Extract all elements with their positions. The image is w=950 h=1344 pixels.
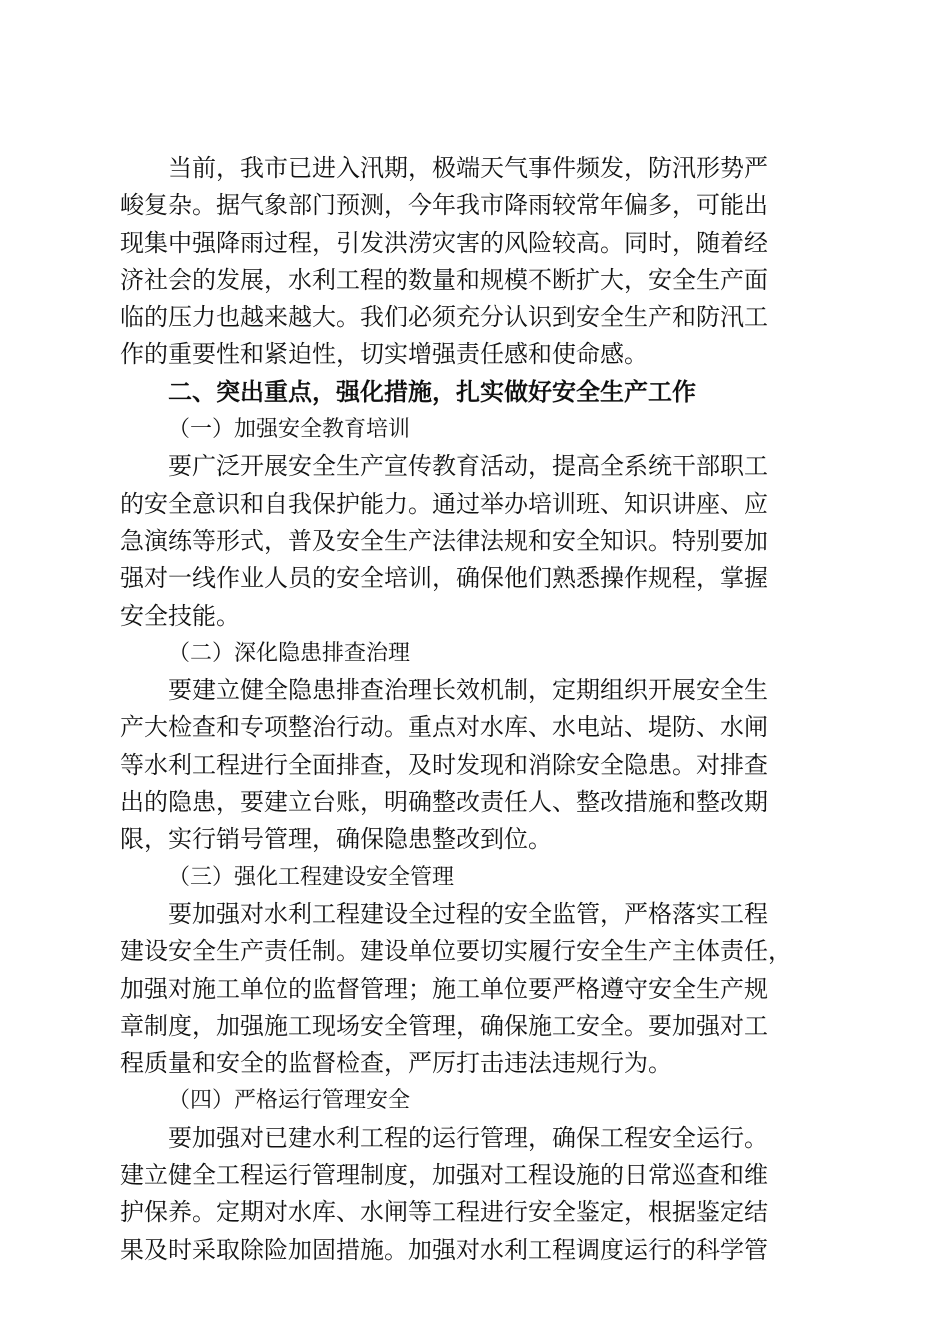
subsection-heading <box>120 635 842 672</box>
text-line: （二）深化隐患排查治理 <box>168 640 411 666</box>
text-line: 要建立健全隐患排查治理长效机制，定期组织开展安全生 <box>168 676 768 705</box>
subsection-heading <box>120 1082 842 1119</box>
text-line: 的安全意识和自我保护能力。通过举办培训班、知识讲座、应 <box>120 489 768 518</box>
text-line: 峻复杂。据气象部门预测，今年我市降雨较常年偏多，可能出 <box>120 191 768 220</box>
body-paragraph <box>120 150 842 374</box>
text-line: 产大检查和专项整治行动。重点对水库、水电站、堤防、水闸 <box>120 713 768 742</box>
subsection-heading <box>120 859 842 896</box>
text-line: （一）加强安全教育培训 <box>168 417 411 443</box>
text-line: 出的隐患，要建立台账，明确整改责任人、整改措施和整改期 <box>120 788 768 817</box>
body-paragraph <box>120 1120 842 1269</box>
text-line: 限，实行销号管理，确保隐患整改到位。 <box>120 825 552 854</box>
text-line: 当前，我市已进入汛期，极端天气事件频发，防汛形势严 <box>168 154 768 182</box>
text-line: 章制度，加强施工现场安全管理，确保施工安全。要加强对工 <box>120 1011 768 1040</box>
text-line: 程质量和安全的监督检查，严厉打击违法违规行为。 <box>120 1049 672 1078</box>
text-line: 现集中强降雨过程，引发洪涝灾害的风险较高。同时，随着经 <box>120 228 768 257</box>
text-line: 强对一线作业人员的安全培训，确保他们熟悉操作规程，掌握 <box>120 564 768 593</box>
body-paragraph <box>120 672 842 858</box>
text-line: 加强对施工单位的监督管理；施工单位要严格遵守安全生产规 <box>120 974 768 1003</box>
body-paragraph <box>120 448 842 634</box>
section-heading <box>120 374 842 411</box>
text-line: 等水利工程进行全面排查，及时发现和消除安全隐患。对排查 <box>120 750 768 779</box>
text-line: 要加强对水利工程建设全过程的安全监管，严格落实工程 <box>168 899 768 928</box>
text-line: 急演练等形式，普及安全生产法律法规和安全知识。特别要加 <box>120 526 768 555</box>
text-line: 济社会的发展，水利工程的数量和规模不断扩大，安全生产面 <box>120 265 768 294</box>
text-line: 建设安全生产责任制。建设单位要切实履行安全生产主体责任， <box>120 937 792 966</box>
text-line: 二、突出重点，强化措施，扎实做好安全生产工作 <box>168 377 696 406</box>
text-line: 临的压力也越来越大。我们必须充分认识到安全生产和防汛工 <box>120 303 768 332</box>
body-paragraph <box>120 896 842 1082</box>
document-page <box>120 150 842 1269</box>
text-line: 要广泛开展安全生产宣传教育活动，提高全系统干部职工 <box>168 452 768 481</box>
text-line: 建立健全工程运行管理制度，加强对工程设施的日常巡查和维 <box>120 1161 768 1190</box>
text-line: 安全技能。 <box>120 601 240 630</box>
text-line: 果及时采取除险加固措施。加强对水利工程调度运行的科学管 <box>120 1235 768 1264</box>
text-line: 护保养。定期对水库、水闸等工程进行安全鉴定，根据鉴定结 <box>120 1198 768 1227</box>
text-line: （三）强化工程建设安全管理 <box>168 864 455 890</box>
text-line: 要加强对已建水利工程的运行管理，确保工程安全运行。 <box>168 1123 768 1152</box>
text-line: 作的重要性和紧迫性，切实增强责任感和使命感。 <box>120 340 648 369</box>
text-line: （四）严格运行管理安全 <box>168 1088 411 1114</box>
subsection-heading <box>120 411 842 448</box>
